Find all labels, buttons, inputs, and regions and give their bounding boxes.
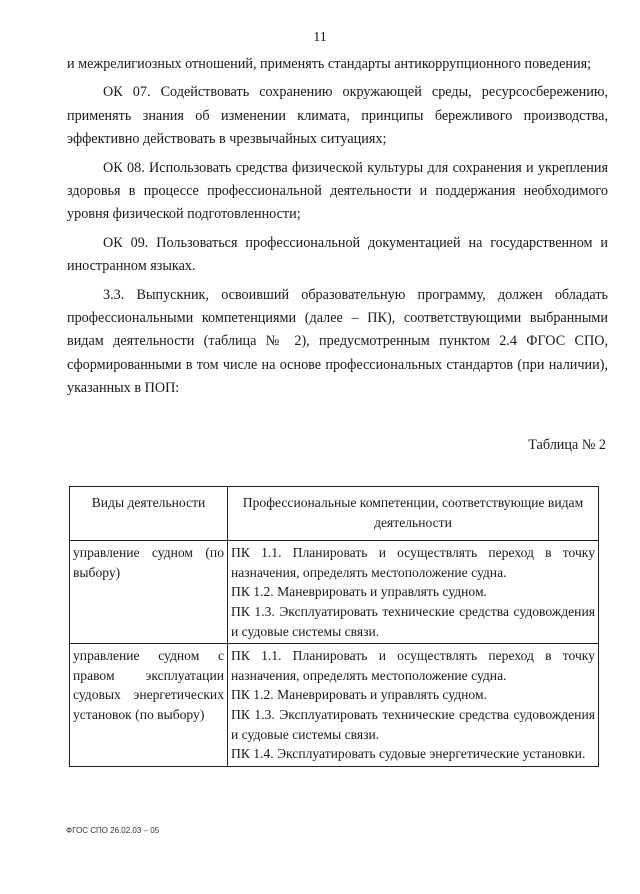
paragraph: ОК 09. Пользоваться профессиональной документацией на государственном и иностранном языках. <box>67 234 608 275</box>
body-text <box>67 53 608 406</box>
table-header-cell: Профессиональные компетенции, соответствующие видам деятельности <box>228 487 599 541</box>
competencies-cell <box>228 644 599 767</box>
table-header-cell: Виды деятельности <box>70 487 228 541</box>
paragraph: ОК 08. Использовать средства физической культуры для сохранения и укрепления здоровья в процессе профессиональной деятельности и поддержания необходимого уровня физической подготовленности; <box>67 159 608 223</box>
competency-item: ПК 1.3. Эксплуатировать технические средства судовождения и судовые системы связи. <box>231 706 595 742</box>
table-caption: Таблица № 2 <box>528 437 606 453</box>
competency-item: ПК 1.3. Эксплуатировать технические средства судовождения и судовые системы связи. <box>231 603 595 639</box>
activity-cell: управление судном (по выбору) <box>70 541 228 644</box>
page-footer: ФГОС СПО 26.02.03 – 05 <box>66 826 160 835</box>
page-number: 11 <box>313 30 327 45</box>
competency-item: ПК 1.2. Маневрировать и управлять судном. <box>231 584 487 600</box>
competency-item: ПК 1.2. Маневрировать и управлять судном. <box>231 687 487 703</box>
competencies-table <box>69 486 599 767</box>
table-row <box>70 541 599 644</box>
paragraph: 3.3. Выпускник, освоивший образовательную программу, должен обладать профессиональными компетенциями (далее – ПК), соответствующими выбранными видам деятельности (таблица № 2), предусмотренным пунктом 2.4 ФГОС СПО, сформированными в том числе на основе профессиональных стандартов (при наличии), указанных в ПОП: <box>67 286 608 397</box>
competency-item: ПК 1.1. Планировать и осуществлять переход в точку назначения, определять местоположение судна. <box>231 648 595 683</box>
competencies-cell <box>228 541 599 644</box>
competency-item: ПК 1.1. Планировать и осуществлять переход в точку назначения, определять местоположение судна. <box>231 545 595 580</box>
activity-cell: управление судном с правом эксплуатации судовых энергетических установок (по выбору) <box>70 644 228 767</box>
table-header-row <box>70 487 599 541</box>
table-row <box>70 644 599 767</box>
paragraph: и межрелигиозных отношений, применять стандарты антикоррупционного поведения; <box>67 56 592 72</box>
paragraph: ОК 07. Содействовать сохранению окружающей среды, ресурсосбережению, применять знания об изменении климата, принципы бережливого производства, эффективно действовать в чрезвычайных ситуациях; <box>67 84 608 148</box>
competency-item: ПК 1.4. Эксплуатировать судовые энергетические установки. <box>231 746 586 762</box>
